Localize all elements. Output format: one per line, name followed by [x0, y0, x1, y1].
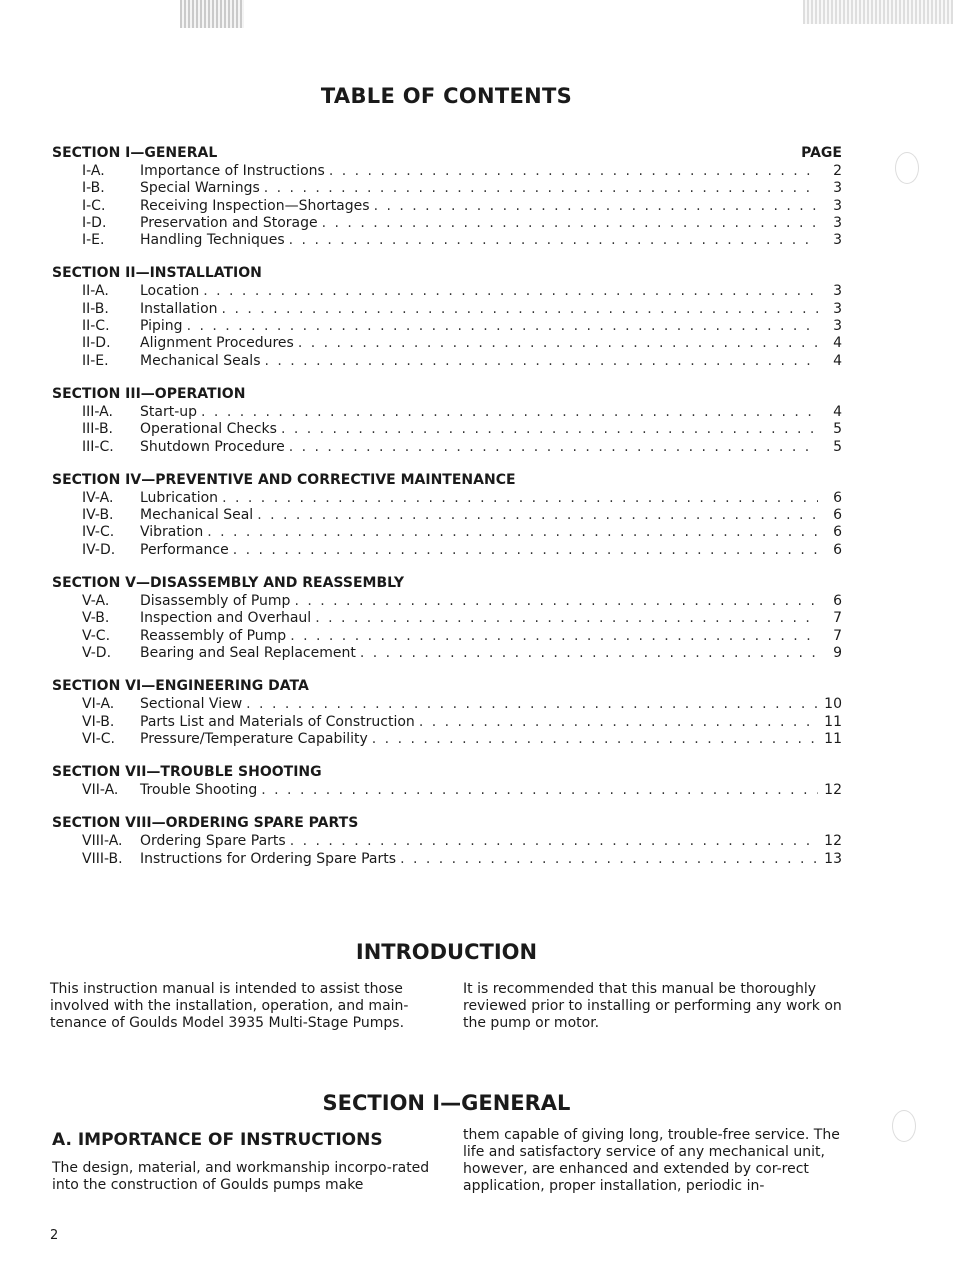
toc-entry	[52, 301, 842, 318]
entry-title: Start-up	[140, 403, 198, 420]
toc-entry	[52, 542, 842, 559]
entry-title: Installation	[140, 300, 218, 317]
toc-entry	[52, 283, 842, 300]
entry-page: 11	[824, 730, 842, 747]
toc-entry	[52, 318, 842, 335]
entry-page: 3	[833, 214, 842, 231]
entry-title: Ordering Spare Parts	[140, 833, 286, 850]
entry-code: VI-A.	[82, 696, 115, 713]
entry-code: V-C.	[82, 627, 111, 644]
dot-leader	[329, 163, 818, 180]
toc-entry	[52, 524, 842, 541]
table-of-contents	[52, 143, 842, 882]
dot-leader	[222, 301, 818, 318]
toc-entry	[52, 353, 842, 370]
toc-section	[52, 470, 842, 559]
toc-section-heading	[52, 263, 842, 283]
entry-code: II-A.	[82, 283, 109, 300]
dot-leader	[264, 180, 818, 197]
introduction-title: INTRODUCTION	[355, 940, 538, 964]
toc-entry	[52, 198, 842, 215]
entry-title: Special Warnings	[140, 180, 260, 197]
toc-entry	[52, 404, 842, 421]
entry-title: Instructions for Ordering Spare Parts	[140, 850, 397, 867]
toc-section-heading	[52, 384, 842, 404]
section-heading-text: SECTION V—DISASSEMBLY AND REASSEMBLY	[52, 575, 405, 592]
introduction-left-paragraph: This instruction manual is intended to assist those involved with the installation, operation, and main-tenance of Goulds Model 3935 Multi-Stage Pumps.	[50, 981, 409, 1031]
toc-entry	[52, 232, 842, 249]
entry-code: IV-D.	[82, 541, 116, 558]
dot-leader	[201, 404, 818, 421]
entry-title: Disassembly of Pump	[140, 593, 291, 610]
toc-entry	[52, 782, 842, 799]
entry-title: Alignment Procedures	[140, 335, 294, 352]
entry-page: 12	[824, 782, 842, 799]
dot-leader	[187, 318, 818, 335]
entry-title: Inspection and Overhaul	[140, 610, 312, 627]
dot-leader	[400, 851, 818, 868]
dot-leader	[222, 490, 818, 507]
page-number: 2	[50, 1228, 59, 1243]
entry-title: Operational Checks	[140, 421, 277, 438]
section-heading-text: SECTION VII—TROUBLE SHOOTING	[52, 764, 322, 781]
dot-leader	[289, 439, 818, 456]
dot-leader	[294, 593, 818, 610]
toc-section	[52, 813, 842, 868]
toc-title: TABLE OF CONTENTS	[320, 84, 573, 108]
dot-leader	[360, 645, 818, 662]
entry-page: 3	[833, 318, 842, 335]
section-heading-text: SECTION VIII—ORDERING SPARE PARTS	[52, 815, 359, 832]
entry-code: V-A.	[82, 593, 110, 610]
entry-code: I-A.	[82, 163, 105, 179]
entry-page: 7	[833, 627, 842, 644]
binder-hole	[895, 152, 919, 184]
toc-entry	[52, 696, 842, 713]
entry-page: 3	[833, 180, 842, 197]
toc-section	[52, 676, 842, 748]
subsection-heading: A. IMPORTANCE OF INSTRUCTIONS	[52, 1130, 383, 1150]
toc-entry	[52, 490, 842, 507]
entry-title: Vibration	[140, 524, 204, 541]
entry-title: Reassembly of Pump	[140, 627, 287, 644]
toc-entry	[52, 421, 842, 438]
entry-title: Mechanical Seal	[140, 507, 254, 524]
entry-code: IV-C.	[82, 524, 115, 541]
entry-page: 3	[833, 283, 842, 300]
toc-entry	[52, 593, 842, 610]
toc-entry	[52, 439, 842, 456]
dot-leader	[419, 714, 818, 731]
section-heading-text: SECTION II—INSTALLATION	[52, 265, 262, 282]
entry-title: Piping	[140, 318, 183, 335]
section-right-paragraph: them capable of giving long, trouble-free service. The life and satisfactory service of any mechanical unit, however, are enhanced and extended by cor-rect application, proper installation, periodic in-	[463, 1127, 840, 1194]
entry-page: 6	[833, 489, 842, 506]
entry-page: 6	[833, 524, 842, 541]
entry-page: 6	[833, 507, 842, 524]
toc-section	[52, 573, 842, 662]
dot-leader	[264, 353, 818, 370]
entry-page: 2	[833, 163, 842, 179]
entry-page: 12	[824, 833, 842, 850]
entry-page: 10	[824, 696, 842, 713]
dot-leader	[374, 198, 818, 215]
toc-entry	[52, 851, 842, 868]
dot-leader	[290, 833, 818, 850]
entry-code: I-C.	[82, 197, 106, 214]
entry-code: II-E.	[82, 352, 109, 369]
entry-code: IV-A.	[82, 489, 114, 506]
toc-section-heading	[52, 762, 842, 782]
dot-leader	[246, 696, 818, 713]
dot-leader	[298, 335, 818, 352]
entry-title: Lubrication	[140, 489, 219, 506]
entry-title: Parts List and Materials of Construction	[140, 713, 415, 730]
entry-page: 4	[833, 352, 842, 369]
entry-page: 13	[824, 850, 842, 867]
dot-leader	[233, 542, 818, 559]
entry-code: V-D.	[82, 644, 112, 661]
dot-leader	[322, 215, 818, 232]
dot-leader	[290, 628, 818, 645]
toc-entry	[52, 610, 842, 627]
entry-title: Importance of Instructions	[140, 163, 325, 179]
toc-entry	[52, 714, 842, 731]
toc-entry	[52, 507, 842, 524]
entry-code: I-D.	[82, 214, 107, 231]
toc-section	[52, 263, 842, 369]
entry-code: VI-C.	[82, 730, 115, 747]
scan-artifact	[803, 0, 953, 24]
entry-page: 3	[833, 300, 842, 317]
dot-leader	[372, 731, 818, 748]
section-heading-text: SECTION IV—PREVENTIVE AND CORRECTIVE MAINTENANCE	[52, 471, 516, 488]
entry-page: 4	[833, 403, 842, 420]
toc-section-heading	[52, 470, 842, 490]
toc-section-heading	[52, 143, 842, 163]
dot-leader	[203, 283, 818, 300]
toc-entry	[52, 163, 842, 180]
entry-page: 6	[833, 593, 842, 610]
toc-entry	[52, 335, 842, 352]
entry-code: I-B.	[82, 180, 105, 197]
entry-page: 7	[833, 610, 842, 627]
entry-title: Performance	[140, 541, 229, 558]
entry-code: VIII-A.	[82, 833, 123, 850]
dot-leader	[207, 524, 818, 541]
entry-code: I-E.	[82, 232, 105, 249]
entry-code: VIII-B.	[82, 850, 123, 867]
entry-page: 5	[833, 438, 842, 455]
entry-title: Sectional View	[140, 696, 243, 713]
entry-title: Pressure/Temperature Capability	[140, 730, 368, 747]
entry-code: IV-B.	[82, 507, 114, 524]
toc-entry	[52, 628, 842, 645]
toc-section	[52, 762, 842, 799]
entry-page: 4	[833, 335, 842, 352]
dot-leader	[281, 421, 818, 438]
entry-title: Preservation and Storage	[140, 214, 318, 231]
dot-leader	[257, 507, 818, 524]
entry-code: III-B.	[82, 421, 113, 438]
section-heading-text: SECTION VI—ENGINEERING DATA	[52, 678, 309, 695]
introduction-right-paragraph: It is recommended that this manual be thoroughly reviewed prior to installing or performing any work on the pump or motor.	[463, 981, 842, 1031]
section-heading-text: SECTION I—GENERAL	[52, 145, 218, 161]
entry-code: II-C.	[82, 318, 110, 335]
entry-title: Trouble Shooting	[140, 782, 258, 799]
entry-page: 3	[833, 232, 842, 249]
dot-leader	[315, 610, 818, 627]
entry-title: Shutdown Procedure	[140, 438, 285, 455]
toc-entry	[52, 731, 842, 748]
toc-entry	[52, 645, 842, 662]
page-column-header: PAGE	[801, 145, 842, 161]
entry-page: 11	[824, 713, 842, 730]
binder-hole	[892, 1110, 916, 1142]
entry-page: 6	[833, 541, 842, 558]
toc-section-heading	[52, 813, 842, 833]
entry-title: Handling Techniques	[140, 232, 285, 249]
entry-code: II-D.	[82, 335, 111, 352]
scan-artifact	[180, 0, 244, 28]
entry-code: V-B.	[82, 610, 110, 627]
section-heading-text: SECTION III—OPERATION	[52, 385, 246, 402]
dot-leader	[261, 782, 818, 799]
entry-page: 3	[833, 197, 842, 214]
entry-code: III-C.	[82, 438, 114, 455]
entry-title: Receiving Inspection—Shortages	[140, 197, 370, 214]
entry-code: II-B.	[82, 300, 109, 317]
toc-entry	[52, 180, 842, 197]
entry-code: III-A.	[82, 403, 113, 420]
entry-code: VII-A.	[82, 782, 119, 799]
toc-section	[52, 384, 842, 456]
section-left-paragraph: The design, material, and workmanship incorpo-rated into the construction of Goulds pumps make	[52, 1160, 430, 1193]
toc-entry	[52, 215, 842, 232]
entry-page: 9	[833, 644, 842, 661]
toc-section	[52, 143, 842, 249]
toc-section-heading	[52, 676, 842, 696]
section-title: SECTION I—GENERAL	[322, 1091, 571, 1115]
entry-page: 5	[833, 421, 842, 438]
entry-code: VI-B.	[82, 713, 115, 730]
toc-entry	[52, 833, 842, 850]
toc-section-heading	[52, 573, 842, 593]
entry-title: Location	[140, 283, 200, 300]
entry-title: Bearing and Seal Replacement	[140, 644, 356, 661]
dot-leader	[289, 232, 818, 249]
entry-title: Mechanical Seals	[140, 352, 261, 369]
